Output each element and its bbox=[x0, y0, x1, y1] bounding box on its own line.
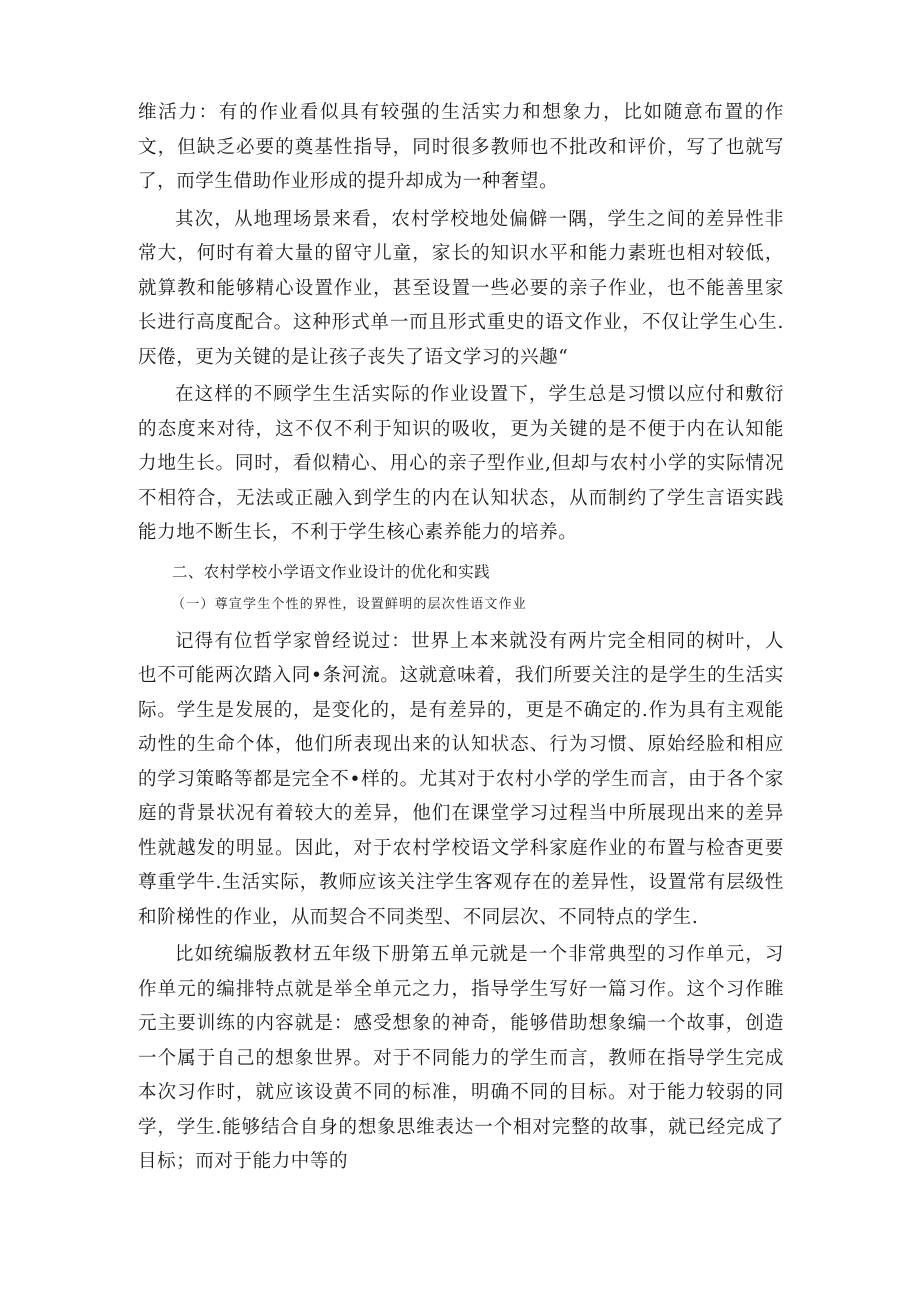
sub-heading: （一）尊宣学生个性的界性，设置鲜明的层次性语文作业 bbox=[172, 596, 528, 612]
paragraph-philosopher: 记得有位哲学家曾经说过：世界上本来就没有两片完全相同的树叶，人也不可能两次踏入同•条河流。这就意味着，我们所要关注的是学生的生活实际。学生是发展的，是变化的，是有差异的，更是不确定的.作为具有主观能动性的生命个体，他们所表现出来的认知状态、行为习惯、原始经脸和相应的学习策略等都是完全不•样的。尤其对于农村小学的学生而言，由于各个家庭的背景状况有着较大的差异，他们在课堂学习过程当中所展现出来的差异性就越发的明显。因此，对于农村学校语文学科家庭作业的布置与检杳更要尊重学牛.生活实际，教师应该关注学生客观存在的差异性，设置常有层级性和阶梯性的作业，从而契合不同类型、不同层次、不同特点的学生. bbox=[138, 630, 784, 928]
section-heading: 二、农村学校小学语文作业设计的优化和实践 bbox=[172, 562, 491, 581]
paragraph-continuation: 维活力：有的作业看似具有较强的生活实力和想象力，比如随意布置的作文，但缺乏必要的奠基性指导，同时很多教师也不批改和评价，写了也就写了，而学生借助作业形成的提升却成为一种奢望。 bbox=[138, 102, 784, 192]
document-page bbox=[138, 96, 784, 1183]
paragraph-homework-attitude: 在这样的不顾学生生活实际的作业设置下，学生总是习惯以应付和敷衍的态度来对待，这不仅不利于知识的吸收，更为关键的是不便于内在认知能力地生长。同时，看似精心、用心的亲子型作业,但却与农村小学的实际情况不相符合，无法或正融入到学生的内在认知状态，从而制约了学生言语实践能力地不断生长，不利于学生核心素养能力的培养。 bbox=[138, 384, 784, 543]
paragraph-geography: 其次，从地理场景来看，农村学校地处偏僻一隅，学生之间的差异性非常大，何时有着大量的留守儿童，家长的知识水平和能力素班也相对较低，就算教和能够精心设置作业，甚至设置一些必要的亲子作业，也不能善里家长进行高度配合。这种形式单一而且形式重史的语文作业，不仅让学生心生.厌倦，更为关键的是让孩子丧失了语文学习的兴趣“ bbox=[138, 208, 784, 368]
paragraph-textbook-example: 比如统编版教材五年级下册第五单元就是一个非常典型的习作单元，习作单元的编排特点就是举全单元之力，指导学生写好一篇习作。这个习作睢元主要训练的内容就是：感受想象的神奇，能够借助想象编一个故事，创造一个属于自己的想象世界。对于不同能力的学生而言，教师在指导学生完成本次习作时，就应该设黄不同的标准，明确不同的目标。对于能力较弱的同学，学生.能够结合自身的想象思维表达一个相对完整的故事，就已经完成了目标；而对于能力中等的 bbox=[138, 944, 784, 1172]
